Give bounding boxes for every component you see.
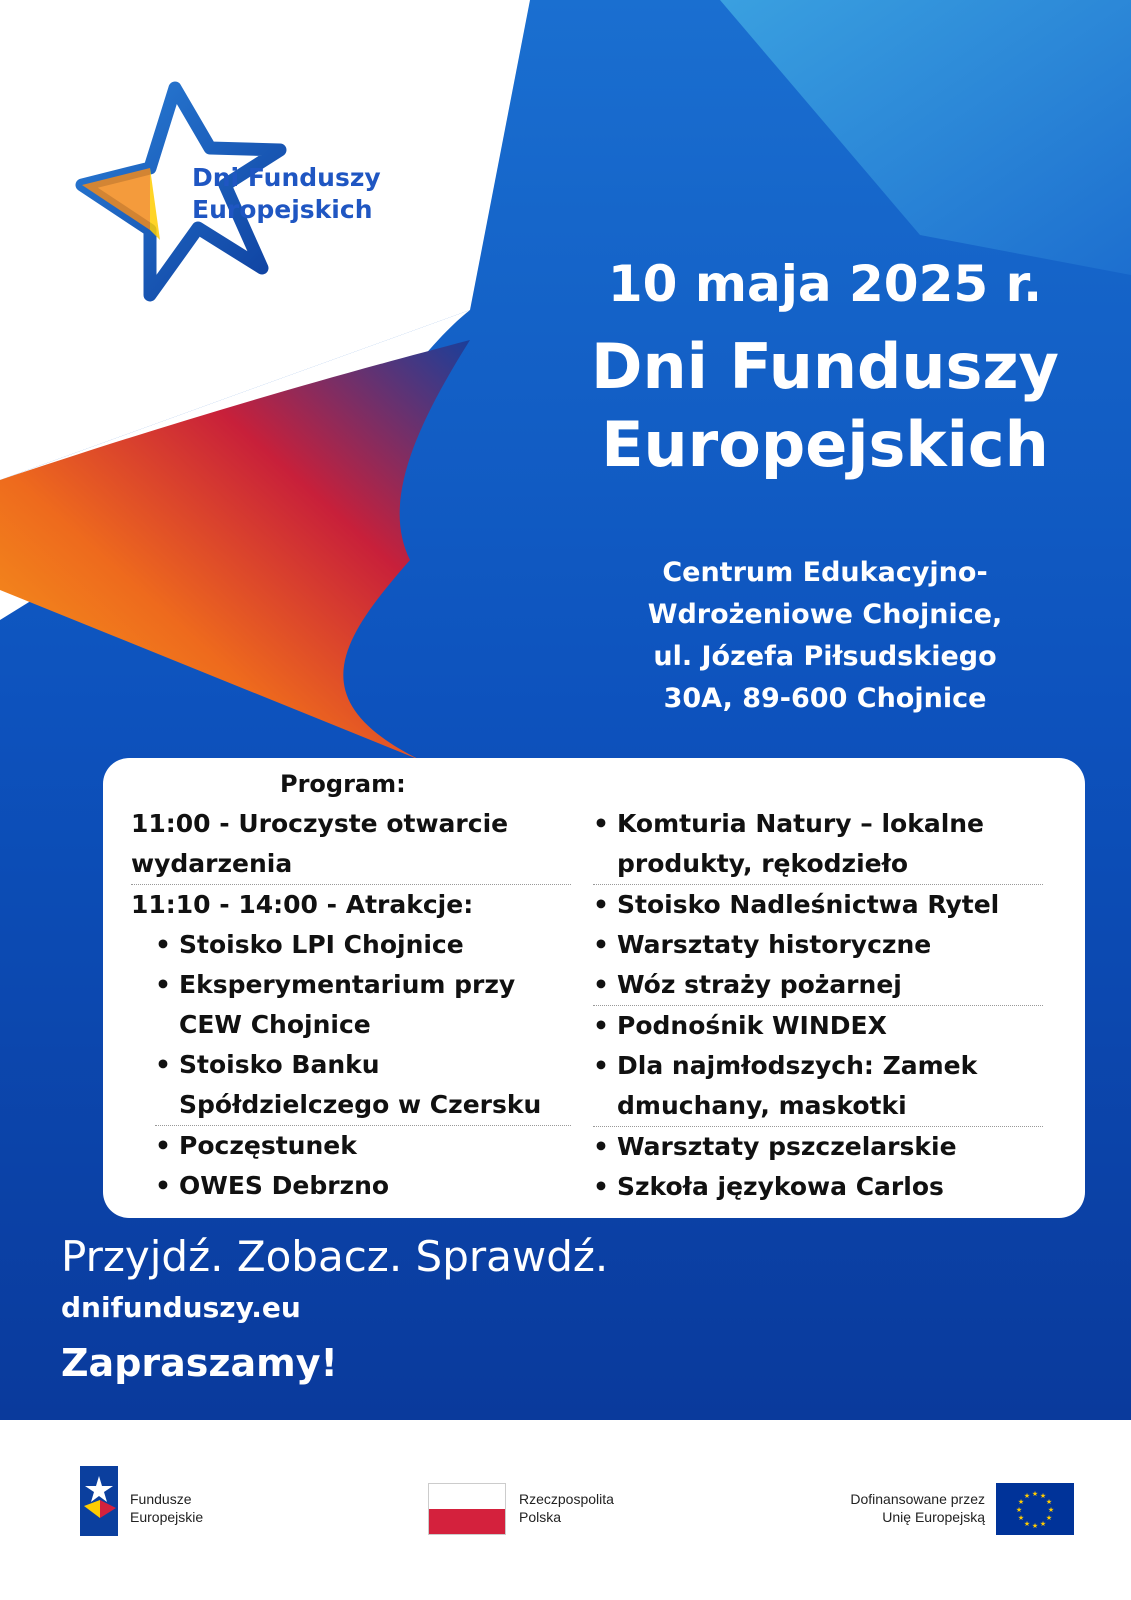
- list-item: • Warsztaty historyczne: [593, 925, 1043, 965]
- fe-line-2: Europejskie: [130, 1509, 204, 1525]
- website-link[interactable]: dnifunduszy.eu: [61, 1291, 301, 1324]
- rp-line-1: Rzeczpospolita: [519, 1491, 614, 1507]
- list-item: • Dla najmłodszych: Zamek dmuchany, maskotki: [593, 1046, 1043, 1127]
- address-line-2: Wdrożeniowe Chojnice,: [647, 599, 1003, 630]
- opening-line-1: 11:00 - Uroczyste otwarcie: [131, 809, 509, 838]
- list-item: • Stoisko Nadleśnictwa Rytel: [593, 885, 1043, 925]
- svg-text:★: ★: [1017, 1514, 1025, 1522]
- svg-text:★: ★: [1017, 1498, 1025, 1506]
- rp-line-2: Polska: [519, 1509, 562, 1525]
- svg-text:★: ★: [1047, 1506, 1055, 1514]
- slogan: Przyjdź. Zobacz. Sprawdź.: [61, 1232, 609, 1281]
- rzeczpospolita-label: [519, 1490, 614, 1526]
- list-item: • Poczęstunek: [155, 1126, 571, 1166]
- event-date: 10 maja 2025 r.: [607, 255, 1043, 313]
- svg-text:★: ★: [1031, 1522, 1039, 1530]
- list-item: • Podnośnik WINDEX: [593, 1006, 1043, 1046]
- ue-line-2: Unię Europejską: [882, 1509, 985, 1525]
- list-item: • Szkoła językowa Carlos: [593, 1167, 1043, 1207]
- program-right-column: [593, 804, 1043, 1207]
- event-address: [590, 552, 1060, 720]
- opening-line-2: wydarzenia: [131, 844, 571, 885]
- attractions-header: 11:10 - 14:00 - Atrakcje:: [131, 890, 474, 919]
- address-line-4: 30A, 89-600 Chojnice: [663, 683, 987, 714]
- list-item: • Stoisko LPI Chojnice: [155, 925, 571, 965]
- event-logo: [192, 162, 381, 226]
- list-item: • Wóz straży pożarnej: [593, 965, 1043, 1006]
- svg-text:★: ★: [1039, 1492, 1047, 1500]
- list-item: • OWES Debrzno: [155, 1166, 571, 1206]
- eu-flag-icon: [996, 1483, 1074, 1535]
- title-line-2: Europejskich: [601, 408, 1049, 481]
- eu-funding-label: [820, 1490, 985, 1526]
- program-left-column: [131, 804, 571, 1206]
- svg-text:★: ★: [1023, 1520, 1031, 1528]
- svg-text:★: ★: [1015, 1506, 1023, 1514]
- event-title: [560, 328, 1090, 484]
- list-item: • Komturia Natury – lokalne produkty, rękodzieło: [593, 804, 1043, 885]
- fe-line-1: Fundusze: [130, 1491, 192, 1507]
- title-line-1: Dni Funduszy: [591, 330, 1059, 403]
- list-item: • Stoisko Banku Spółdzielczego w Czersku: [155, 1045, 571, 1126]
- address-line-1: Centrum Edukacyjno-: [662, 557, 988, 588]
- svg-text:★: ★: [1045, 1498, 1053, 1506]
- svg-text:★: ★: [1031, 1490, 1039, 1498]
- svg-text:★: ★: [1039, 1520, 1047, 1528]
- svg-text:★: ★: [1023, 1492, 1031, 1500]
- svg-text:★: ★: [1045, 1514, 1053, 1522]
- address-line-3: ul. Józefa Piłsudskiego: [653, 641, 997, 672]
- program-title: Program:: [280, 770, 406, 798]
- logo-line-2: Europejskich: [192, 195, 373, 224]
- ue-line-1: Dofinansowane przez: [850, 1491, 985, 1507]
- logo-line-1: Dni Funduszy: [192, 163, 381, 192]
- list-item: • Eksperymentarium przy CEW Chojnice: [155, 965, 571, 1045]
- invite-text: Zapraszamy!: [61, 1341, 338, 1385]
- list-item: • Warsztaty pszczelarskie: [593, 1127, 1043, 1167]
- fundusze-europejskie-label: [130, 1490, 203, 1526]
- fundusze-europejskie-icon: [80, 1466, 118, 1536]
- poland-flag-icon: [428, 1483, 506, 1535]
